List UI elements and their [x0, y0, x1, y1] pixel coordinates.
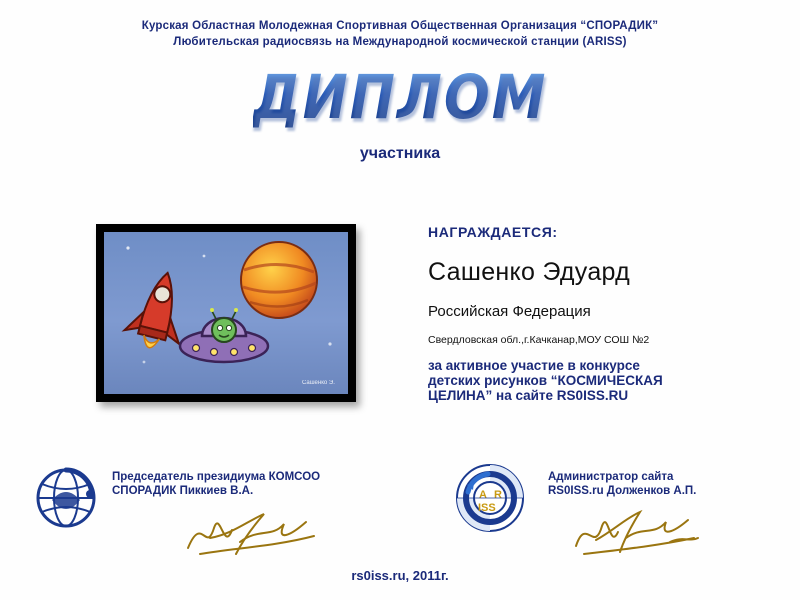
artwork-frame: [96, 224, 356, 402]
left-signatory-line-2: СПОРАДИК Пиккиев В.А.: [112, 485, 254, 497]
recipient-name: Сашенко Эдуард: [428, 258, 631, 286]
recipient-country: Российская Федерация: [428, 303, 591, 320]
award-block: [428, 224, 768, 403]
right-signatory-line-1: Администратор сайта: [548, 471, 674, 483]
left-signatory-title: [112, 470, 382, 498]
right-signatory-title: [548, 470, 798, 498]
ariss-letter-a: A: [479, 489, 487, 501]
artwork-signature: Сашенко Э.: [302, 380, 335, 386]
page-title: ДИПЛОМ: [252, 62, 548, 133]
page-subtitle: участника: [359, 145, 441, 162]
award-reason: [428, 358, 768, 403]
artwork-image: [104, 232, 348, 394]
ariss-logo-icon: [452, 462, 528, 534]
header-line-2: Любительская радиосвязь на Международной космической станции (ARISS): [173, 36, 627, 48]
ariss-letters-iss: ISS: [478, 502, 496, 514]
left-signature-mark: [180, 508, 330, 564]
ariss-letter-r: R: [494, 489, 502, 501]
award-reason-line-3: ЦЕЛИНА” на сайте RS0ISS.RU: [428, 388, 629, 403]
organization-header: [0, 18, 800, 50]
title-container: [0, 62, 800, 133]
award-reason-line-1: за активное участие в конкурсе: [428, 358, 640, 373]
footer-text: rs0iss.ru, 2011г.: [351, 568, 449, 583]
award-label: НАГРАЖДАЕТСЯ:: [428, 224, 558, 240]
left-signatory-line-1: Председатель президиума КОМСОО: [112, 471, 321, 483]
right-signature-mark: [570, 508, 710, 564]
right-signatory-line-2: RS0ISS.ru Долженков А.П.: [548, 485, 697, 497]
sporadic-logo-icon: [32, 460, 104, 532]
award-reason-line-2: детских рисунков “КОСМИЧЕСКАЯ: [428, 373, 663, 388]
recipient-address: Свердловская обл.,г.Качканар,МОУ СОШ №2: [428, 334, 650, 346]
header-line-1: Курская Областная Молодежная Спортивная Общественная Организация “СПОРАДИК”: [141, 20, 659, 32]
space-drawing-svg: [104, 232, 348, 394]
